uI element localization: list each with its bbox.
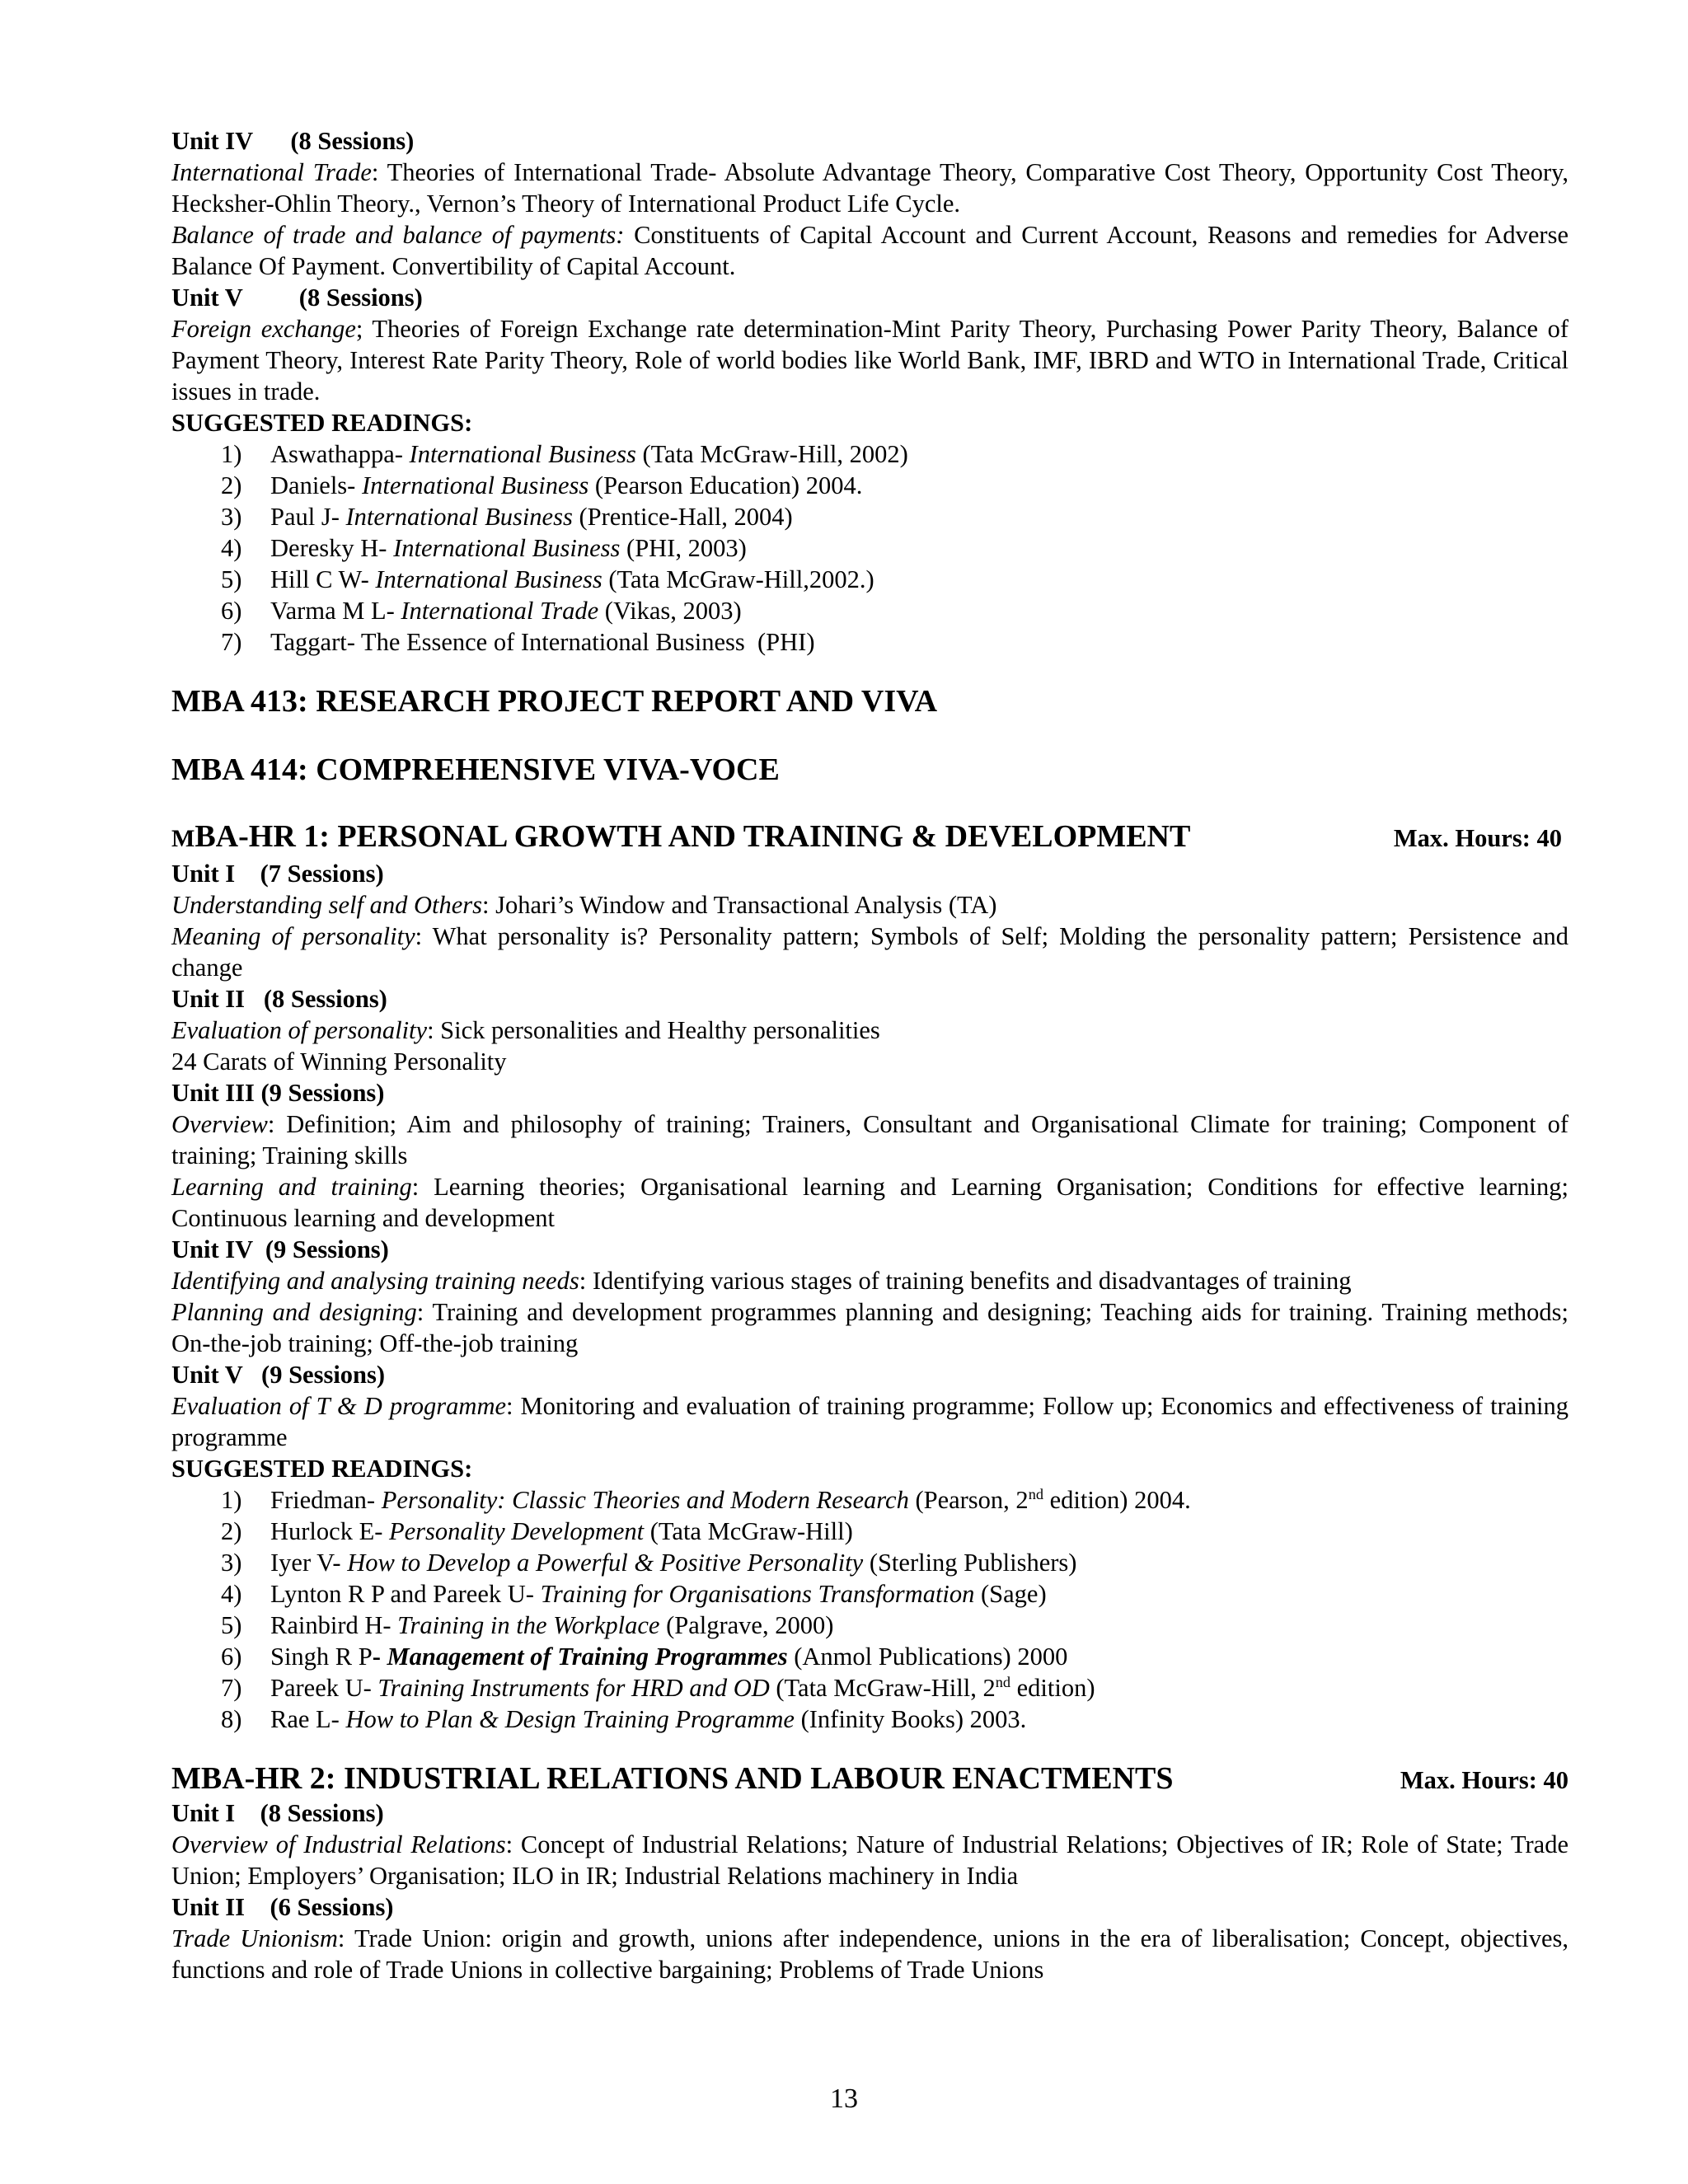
- reading-title: How to Develop a Powerful & Positive Personality: [347, 1549, 864, 1577]
- reading-number: 4): [221, 534, 242, 562]
- hr1-unit-i-p1: [171, 889, 1568, 921]
- reading-publisher: (Sterling Publishers): [863, 1549, 1077, 1577]
- reading-author: Rae L-: [270, 1705, 346, 1733]
- reading-number: 7): [221, 1674, 242, 1702]
- ordinal-suffix: nd: [1028, 1485, 1043, 1502]
- reading-item: [221, 1672, 1568, 1704]
- topic-label: Foreign exchange: [171, 315, 356, 343]
- reading-number: 4): [221, 1580, 242, 1608]
- reading-publisher: (Palgrave, 2000): [659, 1611, 834, 1639]
- reading-publisher: (Tata McGraw-Hill, 2002): [635, 440, 908, 468]
- topic-text: : Trade Union: origin and growth, unions after independence, unions in the era of liberalisation; Concept, objectives, functions and role of Trade Unions in collective bargaining; Problems of Trade Unions: [171, 1924, 1568, 1984]
- reading-number: 1): [221, 1486, 242, 1514]
- reading-number: 7): [221, 628, 242, 656]
- reading-publisher: (Infinity Books) 2003.: [794, 1705, 1027, 1733]
- reading-publisher: (Prentice-Hall, 2004): [572, 503, 793, 531]
- reading-author: Pareek U-: [270, 1674, 378, 1702]
- reading-publisher: (PHI, 2003): [620, 534, 747, 562]
- topic-text: : Theories of International Trade- Absolute Advantage Theory, Comparative Cost Theory, Opportunity Cost Theory, Hecksher-Ohlin Theory., Vernon’s Theory of International Product Life Cycle.: [171, 158, 1568, 218]
- ordinal-suffix: nd: [995, 1673, 1010, 1690]
- reading-author: Lynton R P and Pareek U-: [270, 1580, 541, 1608]
- reading-item: [221, 1578, 1568, 1610]
- reading-edition: edition) 2004.: [1043, 1486, 1191, 1514]
- reading-author: Iyer V-: [270, 1549, 348, 1577]
- reading-author: Aswathappa-: [270, 440, 410, 468]
- reading-item: [221, 501, 1568, 532]
- suggested-readings-heading: SUGGESTED READINGS:: [171, 1455, 473, 1483]
- suggested-readings-heading: SUGGESTED READINGS:: [171, 409, 473, 437]
- reading-title: International Business: [345, 503, 573, 531]
- reading-item: [221, 438, 1568, 470]
- reading-author: Paul J-: [270, 503, 346, 531]
- reading-author: Hurlock E-: [270, 1517, 389, 1545]
- hr1-unit-v-p1: [171, 1390, 1568, 1453]
- topic-label: Evaluation of T & D programme: [171, 1392, 507, 1420]
- document-page: [171, 125, 1568, 1985]
- reading-item: [221, 564, 1568, 595]
- mba-414-title: MBA 414: COMPREHENSIVE VIVA-VOCE: [171, 752, 780, 787]
- reading-title: Training Instruments for HRD and OD: [377, 1674, 770, 1702]
- topic-text: : What personality is? Personality pattern; Symbols of Self; Molding the personality pattern; Persistence and change: [171, 922, 1568, 982]
- reading-title: Personality: Classic Theories and Modern Research: [381, 1486, 909, 1514]
- international-trade-paragraph: [171, 157, 1568, 219]
- reading-title: International Business: [361, 471, 589, 499]
- topic-label: Overview of Industrial Relations: [171, 1830, 506, 1858]
- topic-label: Learning and training: [171, 1173, 412, 1201]
- foreign-exchange-paragraph: [171, 313, 1568, 407]
- hr2-max-hours: Max. Hours: 40: [1400, 1766, 1568, 1794]
- reading-number: 3): [221, 1549, 242, 1577]
- reading-item: [221, 595, 1568, 626]
- reading-title: International Trade: [401, 597, 599, 625]
- reading-publisher: (Anmol Publications) 2000: [787, 1643, 1068, 1671]
- topic-label: Trade Unionism: [171, 1924, 338, 1952]
- reading-publisher: (Pearson, 2: [908, 1486, 1029, 1514]
- reading-item: [221, 1610, 1568, 1641]
- reading-item: [221, 470, 1568, 501]
- reading-item: [221, 626, 1568, 658]
- reading-title: Personality Development: [388, 1517, 645, 1545]
- topic-label: International Trade: [171, 158, 372, 186]
- readings-list: [171, 1484, 1568, 1735]
- hr1-max-hours: Max. Hours: 40: [1393, 824, 1562, 852]
- topic-label: Identifying and analysing training needs: [171, 1267, 579, 1295]
- mba-413-title: MBA 413: RESEARCH PROJECT REPORT AND VIVA: [171, 684, 938, 719]
- balance-of-payments-paragraph: [171, 219, 1568, 282]
- hr1-title-row: [171, 818, 1568, 858]
- topic-text: : Concept of Industrial Relations; Nature of Industrial Relations; Objectives of IR; Role of State; Trade Union; Employers’ Organisation; ILO in IR; Industrial Relations machinery in India: [171, 1830, 1568, 1890]
- topic-text: : Monitoring and evaluation of training programme; Follow up; Economics and effectiveness of training programme: [171, 1392, 1568, 1451]
- hr2-unit-i-p1: [171, 1829, 1568, 1891]
- topic-label: Evaluation of personality: [171, 1016, 428, 1044]
- topic-label: Planning and designing: [171, 1298, 417, 1326]
- reading-publisher: (Tata McGraw-Hill): [644, 1517, 853, 1545]
- hr1-unit-iii-heading: Unit III (9 Sessions): [171, 1079, 385, 1107]
- reading-title: How to Plan & Design Training Programme: [345, 1705, 795, 1733]
- reading-number: 2): [221, 1517, 242, 1545]
- unit-iv-heading: Unit IV (8 Sessions): [171, 127, 415, 155]
- unit-v-heading: Unit V (8 Sessions): [171, 284, 423, 312]
- hr2-title: MBA-HR 2: INDUSTRIAL RELATIONS AND LABOUR ENACTMENTS: [171, 1761, 1174, 1796]
- topic-text: : Johari’s Window and Transactional Analysis (TA): [482, 891, 997, 919]
- hr1-unit-ii-heading: Unit II (8 Sessions): [171, 985, 387, 1013]
- hr1-unit-iv-p1: [171, 1265, 1568, 1296]
- reading-author: Friedman-: [270, 1486, 382, 1514]
- reading-edition: edition): [1010, 1674, 1095, 1702]
- reading-number: 6): [221, 1643, 242, 1671]
- reading-publisher: (Sage): [974, 1580, 1047, 1608]
- hr2-unit-ii-p1: [171, 1923, 1568, 1985]
- hr1-title-text: BA-HR 1: PERSONAL GROWTH AND TRAINING & DEVELOPMENT: [195, 819, 1191, 854]
- hr1-unit-iv-p2: [171, 1296, 1568, 1359]
- hr2-title-row: [171, 1760, 1568, 1797]
- reading-number: 6): [221, 597, 242, 625]
- topic-text: : Training and development programmes planning and designing; Teaching aids for training. Training methods; On-the-job training; Off-the-job training: [171, 1298, 1568, 1357]
- topic-label: Overview: [171, 1110, 268, 1138]
- topic-text: ; Theories of Foreign Exchange rate determination-Mint Parity Theory, Purchasing Power Parity Theory, Balance of Payment Theory, Interest Rate Parity Theory, Role of world bodies like World Bank, IMF, IBRD and WTO in International Trade, Critical issues in trade.: [171, 315, 1568, 405]
- reading-dash: -: [372, 1643, 387, 1671]
- topic-text: : Identifying various stages of training benefits and disadvantages of training: [579, 1267, 1352, 1295]
- reading-title: International Business: [375, 565, 603, 593]
- hr2-unit-i-heading: Unit I (8 Sessions): [171, 1799, 384, 1827]
- topic-text: : Definition; Aim and philosophy of training; Trainers, Consultant and Organisational Climate for training; Component of training; Training skills: [171, 1110, 1568, 1169]
- topic-text: Constituents of Capital Account and Current Account, Reasons and remedies for Adverse Balance Of Payment. Convertibility of Capital Account.: [171, 221, 1568, 280]
- topic-label: Understanding self and Others: [171, 891, 483, 919]
- reading-title: Training for Organisations Transformation: [540, 1580, 975, 1608]
- reading-item: [221, 1547, 1568, 1578]
- reading-author: Rainbird H-: [270, 1611, 398, 1639]
- hr2-unit-ii-heading: Unit II (6 Sessions): [171, 1893, 394, 1921]
- hr1-unit-i-p2: [171, 921, 1568, 983]
- hr1-unit-iii-p1: [171, 1108, 1568, 1171]
- reading-author: Deresky H-: [270, 534, 394, 562]
- reading-item: [221, 1704, 1568, 1735]
- reading-publisher: (Pearson Education) 2004.: [588, 471, 863, 499]
- reading-author: Hill C W-: [270, 565, 376, 593]
- hr1-unit-i-heading: Unit I (7 Sessions): [171, 860, 384, 888]
- hr1-unit-ii-p2: 24 Carats of Winning Personality: [171, 1047, 507, 1076]
- reading-item: [221, 532, 1568, 564]
- hr1-unit-iv-heading: Unit IV (9 Sessions): [171, 1235, 389, 1263]
- reading-number: 5): [221, 565, 242, 593]
- reading-title: International Business: [393, 534, 621, 562]
- reading-number: 2): [221, 471, 242, 499]
- reading-author: Singh R P: [270, 1643, 373, 1671]
- reading-title: Training in the Workplace: [397, 1611, 660, 1639]
- reading-number: 1): [221, 440, 242, 468]
- reading-item: [221, 1516, 1568, 1547]
- reading-publisher: (Vikas, 2003): [598, 597, 742, 625]
- reading-author: Daniels-: [270, 471, 362, 499]
- hr1-title: [171, 818, 1190, 858]
- reading-number: 8): [221, 1705, 242, 1733]
- topic-text: : Learning theories; Organisational learning and Learning Organisation; Conditions for effective learning; Continuous learning and development: [171, 1173, 1569, 1232]
- page-number: 13: [830, 2083, 858, 2114]
- topic-text: : Sick personalities and Healthy personalities: [427, 1016, 880, 1044]
- reading-publisher: (Tata McGraw-Hill,2002.): [602, 565, 874, 593]
- reading-item: [221, 1484, 1568, 1516]
- reading-title: Management of Training Programmes: [387, 1643, 788, 1671]
- hr1-unit-ii-p1: [171, 1015, 1568, 1046]
- topic-label: Balance of trade and balance of payments:: [171, 221, 625, 249]
- readings-list: [171, 438, 1568, 658]
- reading-author: Varma M L-: [270, 597, 401, 625]
- hr1-title-prefix: M: [171, 825, 195, 852]
- reading-author: Taggart- The Essence of International Business (PHI): [270, 628, 815, 656]
- hr1-unit-v-heading: Unit V (9 Sessions): [171, 1361, 386, 1389]
- reading-title: International Business: [409, 440, 636, 468]
- reading-number: 5): [221, 1611, 242, 1639]
- reading-publisher: (Tata McGraw-Hill, 2: [769, 1674, 996, 1702]
- hr1-unit-iii-p2: [171, 1171, 1568, 1234]
- topic-label: Meaning of personality: [171, 922, 415, 950]
- reading-number: 3): [221, 503, 242, 531]
- reading-item: [221, 1641, 1568, 1672]
